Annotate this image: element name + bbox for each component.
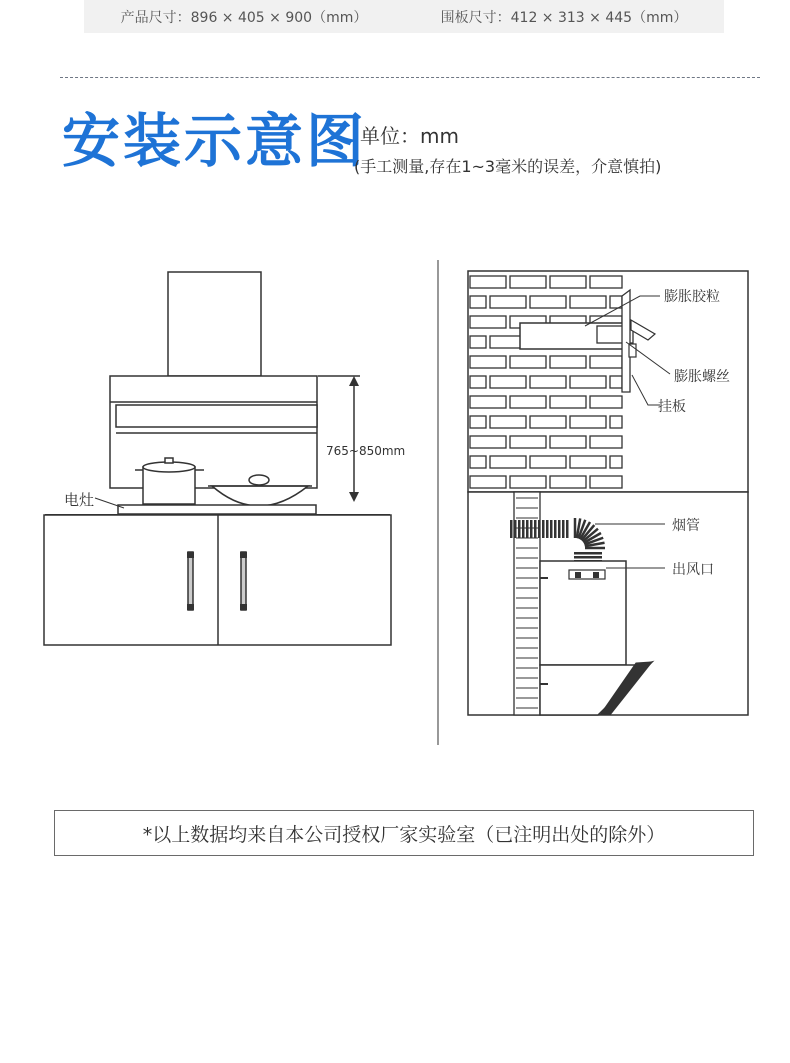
brick bbox=[510, 356, 546, 368]
brick bbox=[590, 276, 622, 288]
brick bbox=[590, 476, 622, 488]
brick bbox=[550, 276, 586, 288]
brick bbox=[610, 376, 622, 388]
brick bbox=[610, 296, 622, 308]
label-air-outlet: 出风口 bbox=[672, 562, 714, 578]
air-outlet bbox=[569, 570, 605, 579]
brick bbox=[570, 416, 606, 428]
measurement-note: (手工测量,存在1~3毫米的误差，介意慎拍) bbox=[354, 157, 662, 176]
brick bbox=[570, 296, 606, 308]
brick bbox=[470, 336, 486, 348]
brick bbox=[470, 376, 486, 388]
brick bbox=[490, 456, 526, 468]
brick bbox=[470, 476, 506, 488]
brick bbox=[470, 356, 506, 368]
hood-body bbox=[110, 376, 317, 488]
duct-rib bbox=[522, 520, 525, 538]
brick bbox=[470, 456, 486, 468]
brick bbox=[490, 416, 526, 428]
brick bbox=[510, 436, 546, 448]
duct-rib bbox=[530, 520, 533, 538]
brick bbox=[590, 436, 622, 448]
wok bbox=[212, 486, 308, 506]
brick bbox=[610, 456, 622, 468]
brick bbox=[590, 356, 622, 368]
duct-rib bbox=[518, 520, 521, 538]
brick bbox=[570, 456, 606, 468]
cabinet-handle-left bbox=[188, 552, 193, 610]
brick bbox=[570, 376, 606, 388]
disclaimer-box bbox=[54, 810, 754, 856]
disclaimer-text: *以上数据均来自本公司授权厂家实验室（已注明出处的除外） bbox=[142, 823, 666, 846]
brick bbox=[550, 356, 586, 368]
brick bbox=[510, 476, 546, 488]
brick bbox=[610, 416, 622, 428]
stove-label: 电灶 bbox=[64, 491, 95, 509]
page-title: 安装示意图 bbox=[62, 107, 368, 175]
duct-rib bbox=[542, 520, 545, 538]
duct-rib bbox=[550, 520, 553, 538]
brick bbox=[590, 396, 622, 408]
hood-chimney bbox=[168, 272, 261, 376]
duct-rib bbox=[514, 520, 517, 538]
brick bbox=[550, 396, 586, 408]
brick bbox=[530, 416, 566, 428]
stove-top bbox=[118, 505, 316, 514]
duct-rib bbox=[510, 520, 513, 538]
label-hanging-plate: 挂板 bbox=[658, 399, 686, 415]
duct-rib bbox=[566, 520, 569, 538]
duct-rib bbox=[546, 520, 549, 538]
brick bbox=[470, 276, 506, 288]
brick bbox=[530, 456, 566, 468]
brick bbox=[550, 476, 586, 488]
duct-rib bbox=[526, 520, 529, 538]
duct-rib bbox=[574, 552, 602, 555]
panel-size: 围板尺寸：412 × 313 × 445（mm） bbox=[440, 9, 688, 26]
brick bbox=[510, 276, 546, 288]
brick bbox=[490, 376, 526, 388]
brick bbox=[490, 296, 526, 308]
duct-rib bbox=[538, 520, 541, 538]
label-smoke-duct: 烟管 bbox=[672, 518, 700, 534]
duct-rib bbox=[554, 520, 557, 538]
duct-rib bbox=[534, 520, 537, 538]
unit-label: 单位：mm bbox=[360, 124, 459, 148]
duct-diagram bbox=[468, 492, 748, 715]
product-size: 产品尺寸：896 × 405 × 900（mm） bbox=[120, 9, 368, 26]
duct-rib bbox=[558, 520, 561, 538]
brick bbox=[470, 316, 506, 328]
duct-rib bbox=[562, 520, 565, 538]
brick bbox=[470, 416, 486, 428]
height-range-label: 765~850mm bbox=[326, 444, 406, 458]
brick bbox=[510, 396, 546, 408]
left-hood-diagram bbox=[44, 272, 391, 645]
brick bbox=[470, 296, 486, 308]
label-expansion-plug: 膨胀胶粒 bbox=[664, 289, 720, 305]
brick-wall bbox=[470, 276, 622, 488]
brick bbox=[530, 376, 566, 388]
brick bbox=[550, 436, 586, 448]
brick bbox=[530, 296, 566, 308]
duct-rib bbox=[574, 556, 602, 559]
label-expansion-screw: 膨胀螺丝 bbox=[674, 369, 730, 385]
cabinet-handle-right bbox=[241, 552, 246, 610]
brick bbox=[470, 396, 506, 408]
brick bbox=[470, 436, 506, 448]
